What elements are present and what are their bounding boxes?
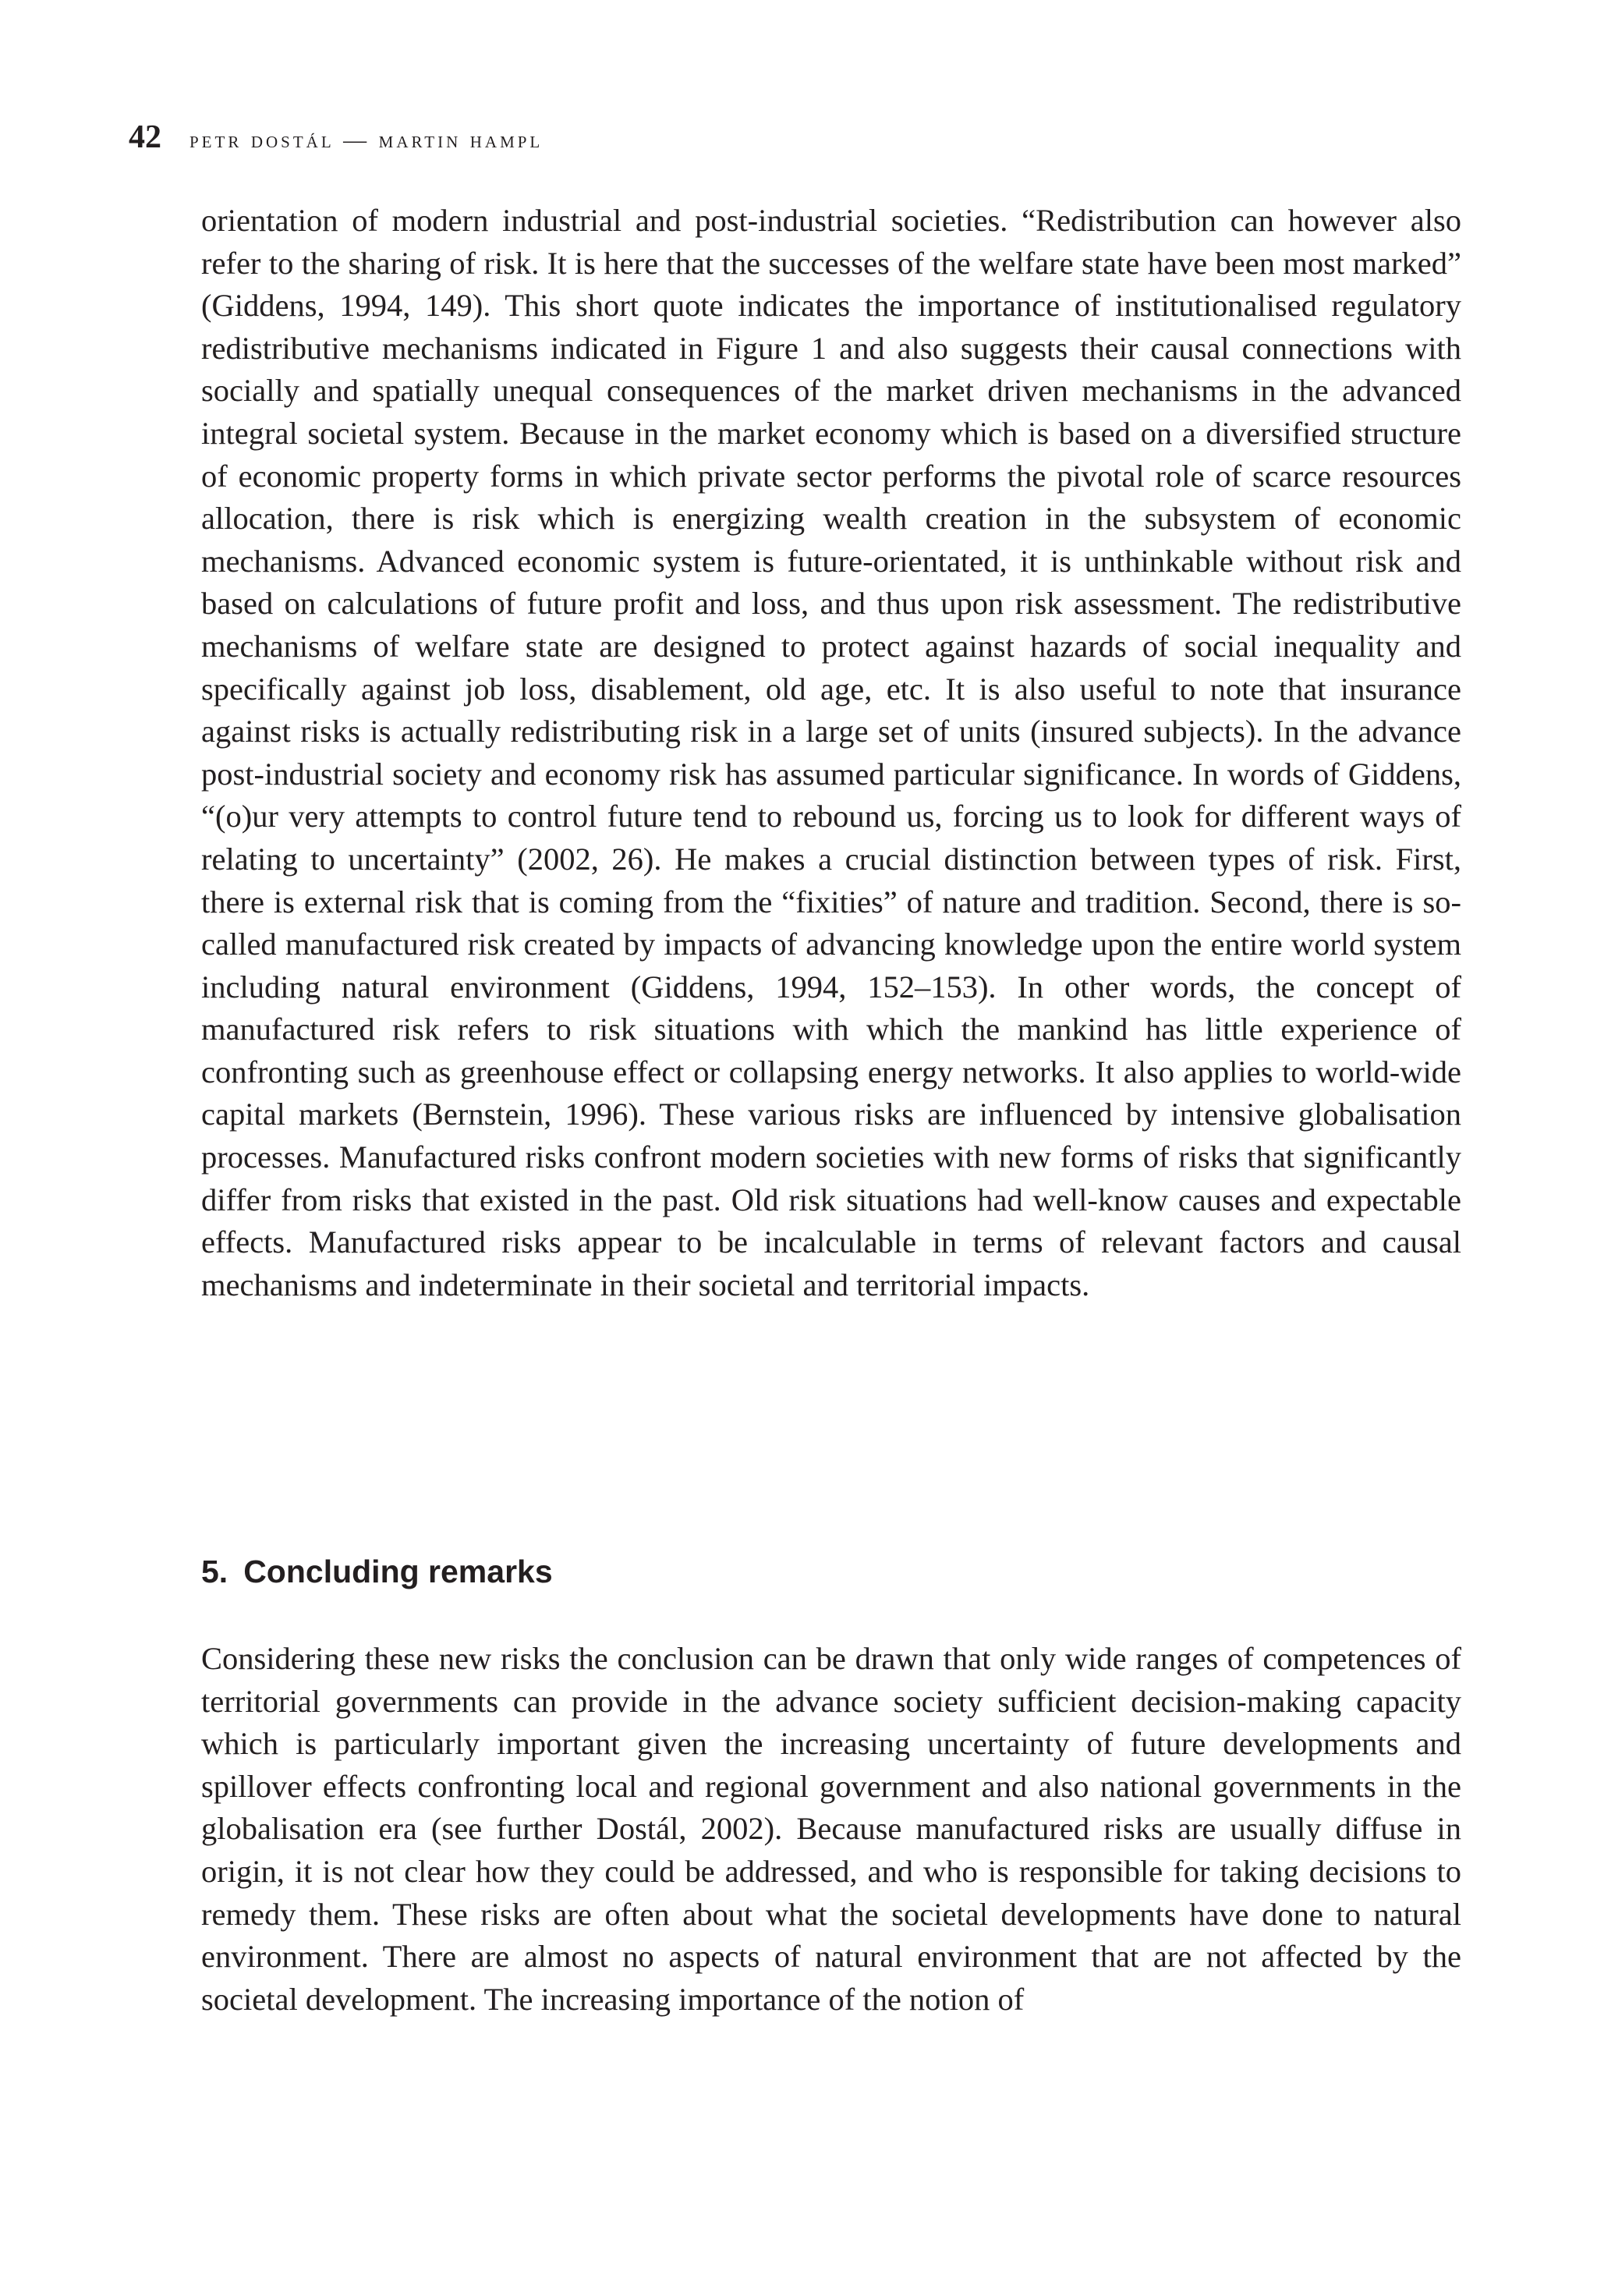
paragraph: orientation of modern industrial and post-industrial societies. “Redistribution can however also refer to the sharing of risk. It is here that the successes of the welfare state have been most marked” (Giddens, 1994, 149). This short quote indicates the importance of institutionalised regulatory redistributive mechanisms indicated in Figure 1 and also suggests their causal connections with socially and spatially unequal consequences of the market driven mechanisms in the advanced integral societal system. Because in the market economy which is based on a diversified structure of economic property forms in which private sector performs the pivotal role of scarce resources allocation, there is risk which is energizing wealth creation in the subsystem of economic mechanisms. Advanced economic system is future-orientated, it is unthinkable without risk and based on calculations of future profit and loss, and thus upon risk assessment. The redistributive mechanisms of welfare state are designed to protect against hazards of social inequality and specifically against job loss, disablement, old age, etc. It is also useful to note that insurance against risks is actually redistributing risk in a large set of units (insured subjects). In the advance post-industrial society and economy risk has assumed particular significance. In words of Giddens, “(o)ur very attempts to control future tend to rebound us, forcing us to look for different ways of relating to uncertainty” (2002, 26). He makes a crucial distinction between types of risk. First, there is external risk that is coming from the “fixities” of nature and tradition. Second, there is so-called manufactured risk created by impacts of advancing knowledge upon the entire world system including natural environment (Giddens, 1994, 152–153). In other words, the concept of manufactured risk refers to risk situations with which the mankind has little experience of confronting such as greenhouse effect or collapsing energy networks. It also applies to world-wide capital markets (Bernstein, 1996). These various risks are influenced by intensive globalisation processes. Manufactured risks confront modern societies with new forms of risks that significantly differ from risks that existed in the past. Old risk situations had well-know causes and expectable effects. Manufactured risks appear to be incalculable in terms of relevant factors and causal mechanisms and indeterminate in their societal and territorial impacts. bbox=[201, 203, 1461, 1302]
body-text bbox=[201, 200, 1461, 1306]
section-heading bbox=[201, 1550, 1461, 1593]
running-head bbox=[129, 119, 1454, 165]
running-title: petr dostál — martin hampl bbox=[189, 127, 544, 153]
page-number: 42 bbox=[129, 119, 161, 155]
section-title: Concluding remarks bbox=[243, 1554, 553, 1589]
paragraph: Considering these new risks the conclusion can be drawn that only wide ranges of competences of territorial governments can provide in the advance society sufficient decision-making capacity which is particularly important given the increasing uncertainty of future developments and spillover effects confronting local and regional government and also national governments in the globalisation era (see further Dostál, 2002). Because manufactured risks are usually diffuse in origin, it is not clear how they could be addressed, and who is responsible for taking decisions to remedy them. These risks are often about what the societal developments have done to natural environment. There are almost no aspects of natural environment that are not affected by the societal development. The increasing importance of the notion of bbox=[201, 1641, 1461, 2017]
section-body-text bbox=[201, 1638, 1461, 2021]
section-number: 5. bbox=[201, 1554, 228, 1589]
